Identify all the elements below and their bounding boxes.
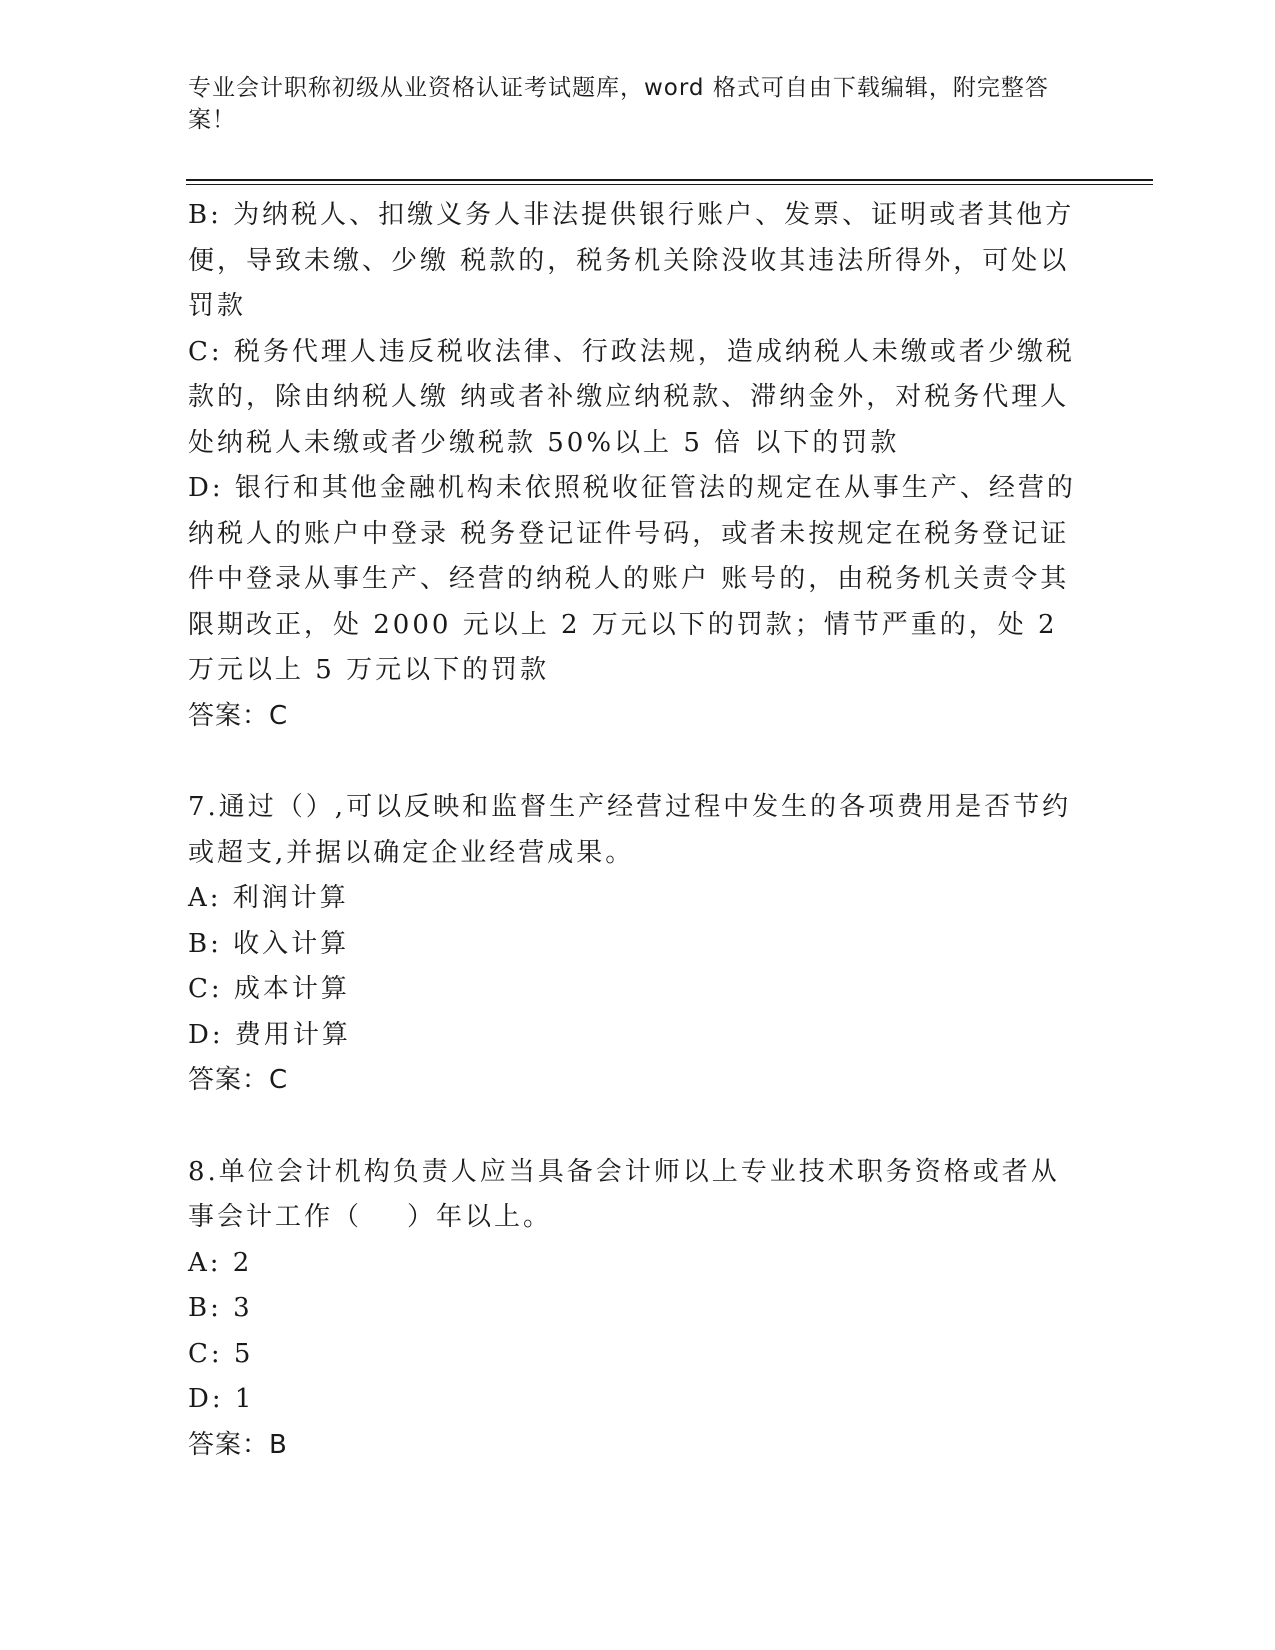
q6-option-d-line: D: 银行和其他金融机构未依照税收征管法的规定在从事生产、经营的 (188, 473, 1076, 503)
question-content (188, 193, 1078, 1468)
q6-option-c-line: 处纳税人未缴或者少缴税款 50%以上 5 倍 以下的罚款 (188, 427, 900, 458)
question-spacer (188, 739, 1078, 785)
q7-option-b: B: 收入计算 (188, 928, 350, 959)
q6-option-d-line: 万元以上 5 万元以下的罚款 (188, 655, 550, 685)
q7-option-a: A: 利润计算 (188, 883, 349, 913)
q8-option-d: D: 1 (188, 1384, 255, 1414)
q7-answer: 答案：C (188, 1065, 289, 1095)
q8-option-b: B: 3 (188, 1293, 253, 1323)
q8-stem-line: 事会计工作（ ）年以上。 (188, 1202, 553, 1232)
q8-answer: 答案：B (188, 1429, 288, 1460)
question-spacer (188, 1104, 1078, 1150)
header-line-1: 专业会计职称初级从业资格认证考试题库，word 格式可自由下载编辑，附完整答 (188, 75, 1049, 101)
question-7 (188, 785, 1078, 1104)
q6-option-d-line: 纳税人的账户中登录 税务登记证件号码，或者未按规定在税务登记证 (188, 518, 1070, 549)
q6-option-c-line: 款的，除由纳税人缴 纳或者补缴应纳税款、滞纳金外，对税务代理人 (188, 382, 1070, 412)
q8-option-c: C: 5 (188, 1338, 254, 1369)
question-8 (188, 1150, 1078, 1469)
document-header (188, 72, 1068, 136)
header-line-2: 案！ (188, 107, 236, 133)
q6-option-b (188, 193, 1078, 330)
q6-option-c-line: C: 税务代理人违反税收法律、行政法规，造成纳税人未缴或者少缴税 (188, 336, 1075, 367)
q6-option-d (188, 466, 1078, 694)
q6-option-c (188, 330, 1078, 467)
q8-stem-line: 8.单位会计机构负责人应当具备会计师以上专业技术职务资格或者从 (188, 1156, 1060, 1187)
q6-option-b-line: 罚款 (188, 291, 247, 321)
q7-option-c: C: 成本计算 (188, 974, 350, 1004)
q6-option-d-line: 件中登录从事生产、经营的纳税人的账户 账号的，由税务机关责令其 (188, 564, 1070, 594)
q6-option-b-line: 便，导致未缴、少缴 税款的，税务机关除没收其违法所得外，可处以 (188, 245, 1070, 276)
header-divider-thin (186, 184, 1153, 185)
q7-option-d: D: 费用计算 (188, 1019, 351, 1050)
q6-option-d-line: 限期改正，处 2000 元以上 2 万元以下的罚款；情节严重的，处 2 (188, 609, 1058, 640)
q6-option-b-line: B: 为纳税人、扣缴义务人非法提供银行账户、发票、证明或者其他方 (188, 200, 1075, 230)
q7-stem-line: 7.通过（）,可以反映和监督生产经营过程中发生的各项费用是否节约 (188, 792, 1072, 822)
q8-option-a: A: 2 (188, 1247, 253, 1278)
question-6-continued (188, 193, 1078, 739)
header-divider-thick (186, 179, 1153, 181)
q7-stem-line: 或超支,并据以确定企业经营成果。 (188, 837, 635, 868)
q6-answer: 答案：C (188, 700, 289, 731)
